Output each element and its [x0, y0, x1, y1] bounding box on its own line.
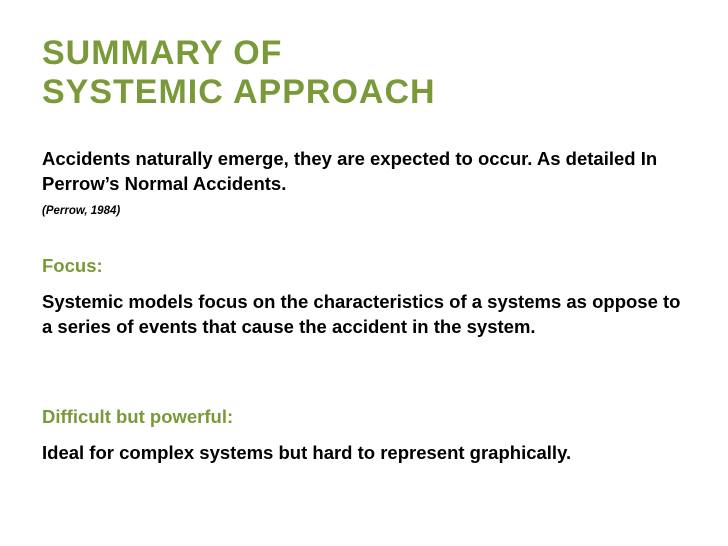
- difficult-heading: Difficult but powerful:: [42, 406, 234, 427]
- intro-paragraph: Accidents naturally emerge, they are expected to occur. As detailed In Perrow’s Normal Accidents.: [42, 148, 658, 194]
- focus-heading: Focus:: [42, 255, 103, 276]
- title-line-2: SYSTEMIC APPROACH: [42, 73, 436, 111]
- citation: (Perrow, 1984): [42, 205, 121, 217]
- slide-title: [42, 34, 436, 112]
- difficult-paragraph: Ideal for complex systems but hard to represent graphically.: [42, 442, 572, 463]
- title-line-1: SUMMARY OF: [42, 34, 283, 72]
- focus-paragraph: Systemic models focus on the characteristics of a systems as oppose to a series of events that cause the accident in the system.: [42, 291, 681, 337]
